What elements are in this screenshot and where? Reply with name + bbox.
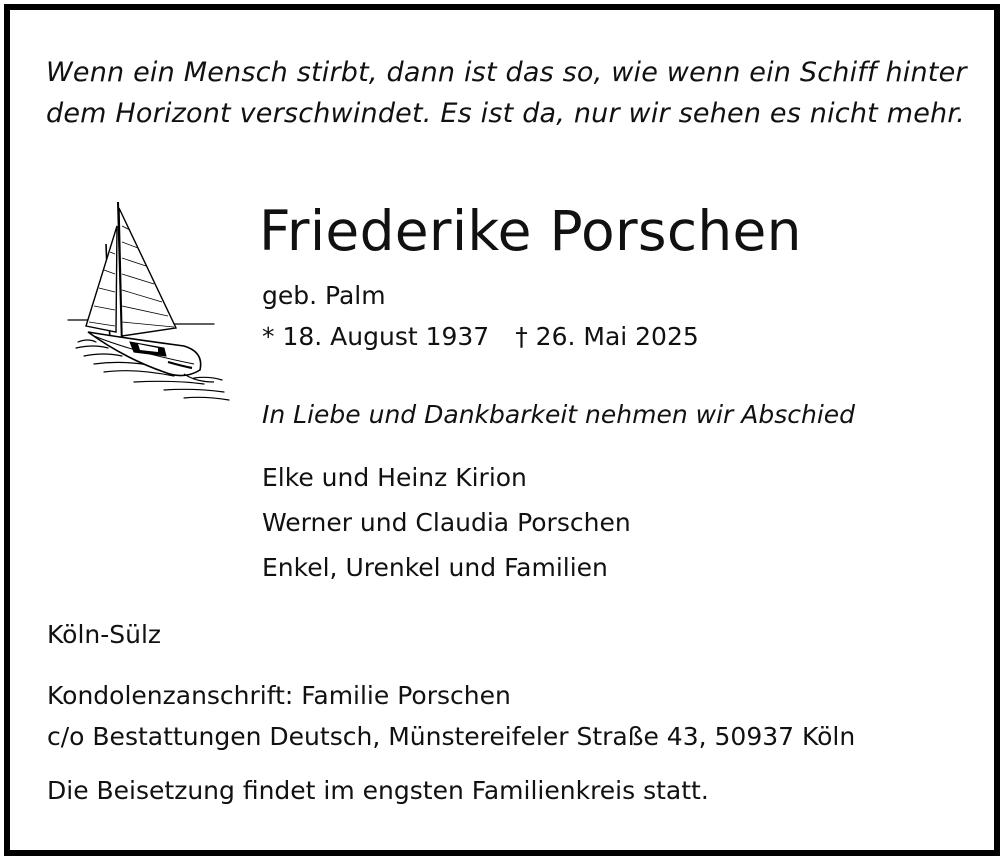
deceased-name: Friederike Porschen [259, 199, 802, 263]
condolence-line-2: c/o Bestattungen Deutsch, Münstereifeler Straße 43, 50937 Köln [47, 722, 856, 751]
burial-note: Die Beisetzung findet im engsten Familienkreis statt. [47, 776, 709, 805]
quote-line-1: Wenn ein Mensch stirbt, dann ist das so, wie wenn ein Schiff hinter [46, 57, 967, 88]
mourners-list [262, 455, 631, 590]
maiden-name: geb. Palm [262, 281, 386, 310]
condolence-address [47, 675, 855, 757]
mourner-line: Enkel, Urenkel und Familien [262, 553, 608, 582]
mourner-line: Elke und Heinz Kirion [262, 463, 527, 492]
farewell-text: In Liebe und Dankbarkeit nehmen wir Abschied [262, 400, 856, 429]
sailboat-icon [64, 196, 234, 406]
mourner-line: Werner und Claudia Porschen [262, 508, 631, 537]
quote-line-2: dem Horizont verschwindet. Es ist da, nur wir sehen es nicht mehr. [46, 98, 965, 129]
life-dates [262, 319, 699, 355]
death-date: † 26. Mai 2025 [515, 322, 699, 351]
quote [46, 52, 967, 134]
condolence-line-1: Kondolenzanschrift: Familie Porschen [47, 681, 511, 710]
birth-date: * 18. August 1937 [262, 322, 490, 351]
place: Köln-Sülz [47, 620, 162, 649]
